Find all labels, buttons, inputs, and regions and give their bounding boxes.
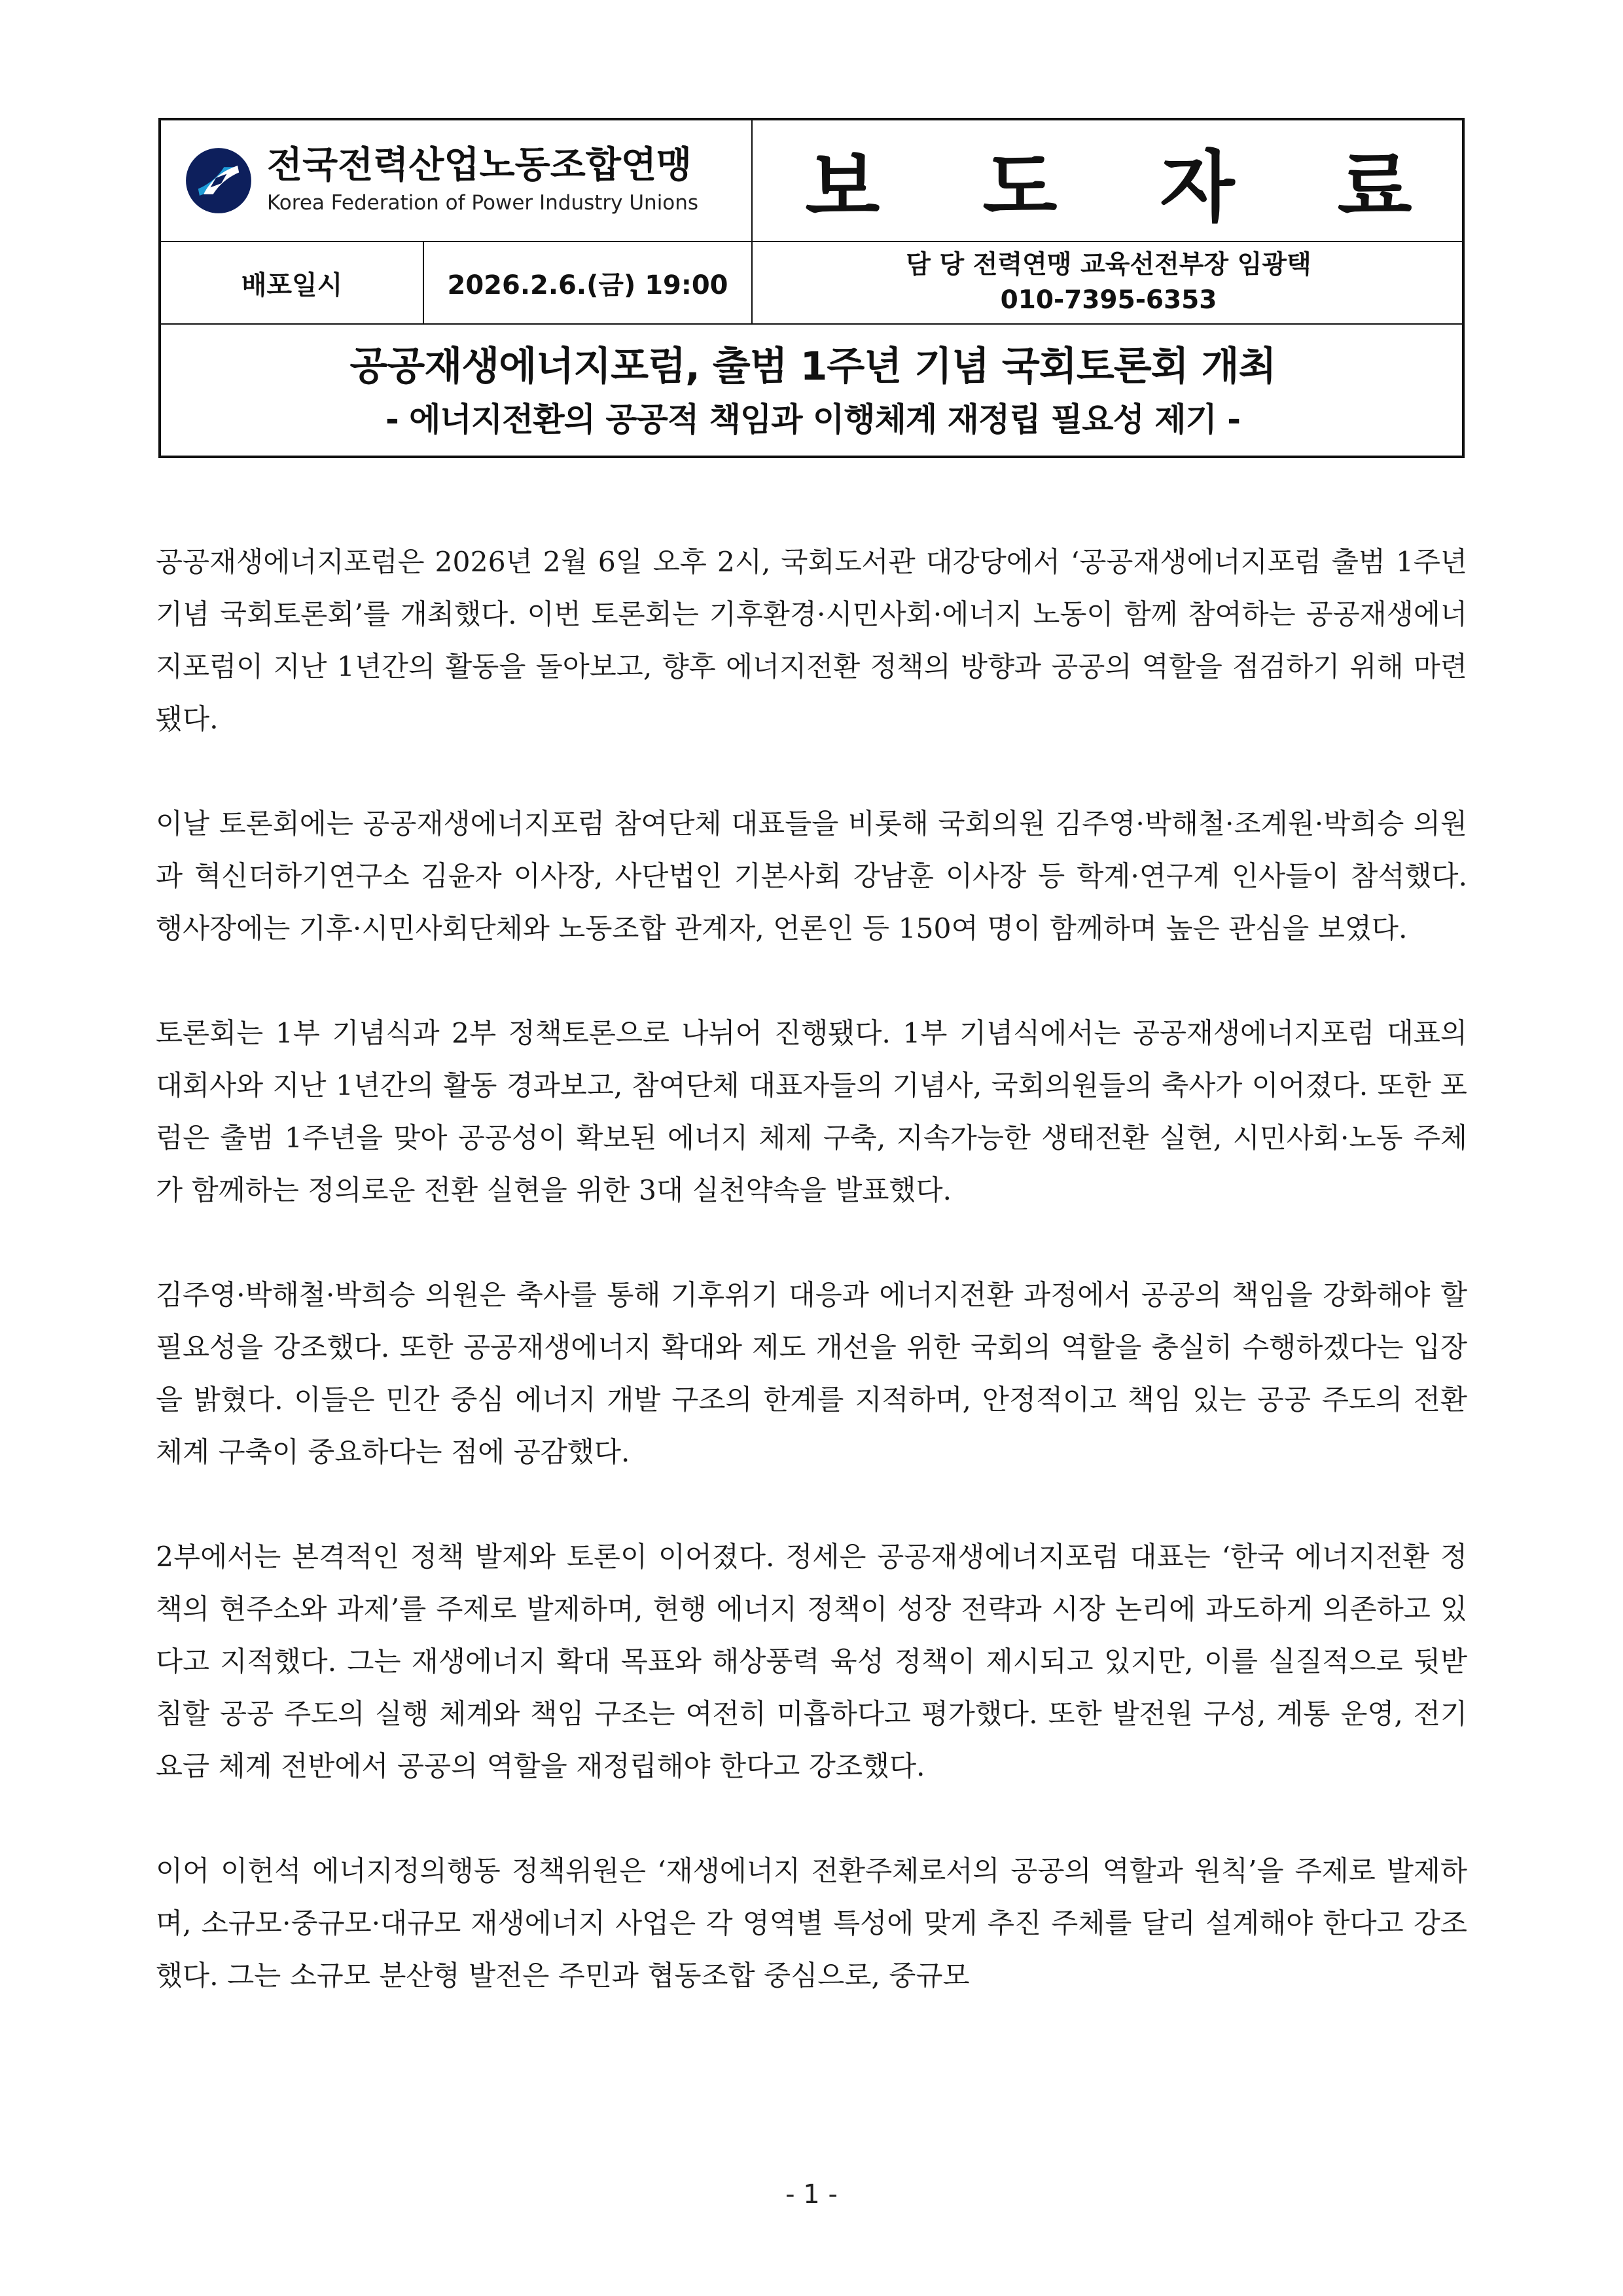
- union-logo-icon: [185, 147, 253, 215]
- contact-person: 담 당 전력연맹 교육선전부장 임광택: [906, 250, 1311, 279]
- org-logo-block: [161, 120, 751, 241]
- release-label: 배포일시: [241, 270, 343, 300]
- article-paragraph-1: 공공재생에너지포럼은 2026년 2월 6일 오후 2시, 국회도서관 대강당에서 ‘공공재생에너지포럼 출범 1주년 기념 국회토론회’를 개최했다. 이번 토론회는 기후환경·시민사회·에너지 노동이 함께 참여하는 공공재생에너지포럼이 지난 1년간의 활동을 돌아보고, 향후 에너지전환 정책의 방향과 공공의 역할을 점검하기 위해 마련됐다.: [156, 547, 1467, 736]
- article-paragraph-5: 2부에서는 본격적인 정책 발제와 토론이 이어졌다. 정세은 공공재생에너지포럼 대표는 ‘한국 에너지전환 정책의 현주소와 과제’를 주제로 발제하며, 현행 에너지 정책이 성장 전략과 시장 논리에 과도하게 의존하고 있다고 지적했다. 그는 재생에너지 확대 목표와 해상풍력 육성 정책이 제시되고 있지만, 이를 실질적으로 뒷받침할 공공 주도의 실행 체계와 책임 구조는 여전히 미흡하다고 평가했다. 또한 발전원 구성, 계통 운영, 전기요금 체계 전반에서 공공의 역할을 재정립해야 한다고 강조했다.: [156, 1541, 1467, 1783]
- headline-title: 공공재생에너지포럼, 출범 1주년 기념 국회토론회 개최: [349, 344, 1276, 389]
- press-release-header: [158, 118, 1465, 458]
- headline-subtitle: - 에너지전환의 공공적 책임과 이행체계 재정립 필요성 제기 -: [385, 401, 1240, 439]
- release-date: 2026.2.6.(금) 19:00: [447, 270, 728, 300]
- article-paragraph-2: 이날 토론회에는 공공재생에너지포럼 참여단체 대표들을 비롯해 국회의원 김주영·박해철·조계원·박희승 의원과 혁신더하기연구소 김윤자 이사장, 사단법인 기본사회 강남훈 이사장 등 학계·연구계 인사들이 참석했다. 행사장에는 기후·시민사회단체와 노동조합 관계자, 언론인 등 150여 명이 함께하며 높은 관심을 보였다.: [156, 808, 1467, 945]
- page-number: - 1 -: [785, 2179, 838, 2210]
- article-body: [156, 537, 1467, 2003]
- org-name-korean: 전국전력산업노동조합연맹: [267, 144, 692, 187]
- article-paragraph-3: 토론회는 1부 기념식과 2부 정책토론으로 나뉘어 진행됐다. 1부 기념식에서는 공공재생에너지포럼 대표의 대회사와 지난 1년간의 활동 경과보고, 참여단체 대표자들의 기념사, 국회의원들의 축사가 이어졌다. 또한 포럼은 출범 1주년을 맞아 공공성이 확보된 에너지 체제 구축, 지속가능한 생태전환 실현, 시민사회·노동 주체가 함께하는 정의로운 전환 실현을 위한 3대 실천약속을 발표했다.: [156, 1018, 1467, 1207]
- article-paragraph-6: 이어 이헌석 에너지정의행동 정책위원은 ‘재생에너지 전환주체로서의 공공의 역할과 원칙’을 주제로 발제하며, 소규모·중규모·대규모 재생에너지 사업은 각 영역별 특성에 맞게 추진 주체를 달리 설계해야 한다고 강조했다. 그는 소규모 분산형 발전은 주민과 협동조합 중심으로, 중규모: [156, 1856, 1467, 1992]
- org-name-english: Korea Federation of Power Industry Unions: [267, 191, 699, 215]
- press-release-label: 보 도 자 료: [805, 142, 1450, 232]
- article-paragraph-4: 김주영·박해철·박희승 의원은 축사를 통해 기후위기 대응과 에너지전환 과정에서 공공의 책임을 강화해야 할 필요성을 강조했다. 또한 공공재생에너지 확대와 제도 개선을 위한 국회의 역할을 충실히 수행하겠다는 입장을 밝혔다. 이들은 민간 중심 에너지 개발 구조의 한계를 지적하며, 안정적이고 책임 있는 공공 주도의 전환 체계 구축이 중요하다는 점에 공감했다.: [156, 1280, 1467, 1469]
- press-release-label-cell: [753, 120, 1465, 241]
- contact-info: [753, 242, 1465, 323]
- headline-block: [161, 325, 1465, 458]
- contact-phone: 010-7395-6353: [1000, 285, 1217, 315]
